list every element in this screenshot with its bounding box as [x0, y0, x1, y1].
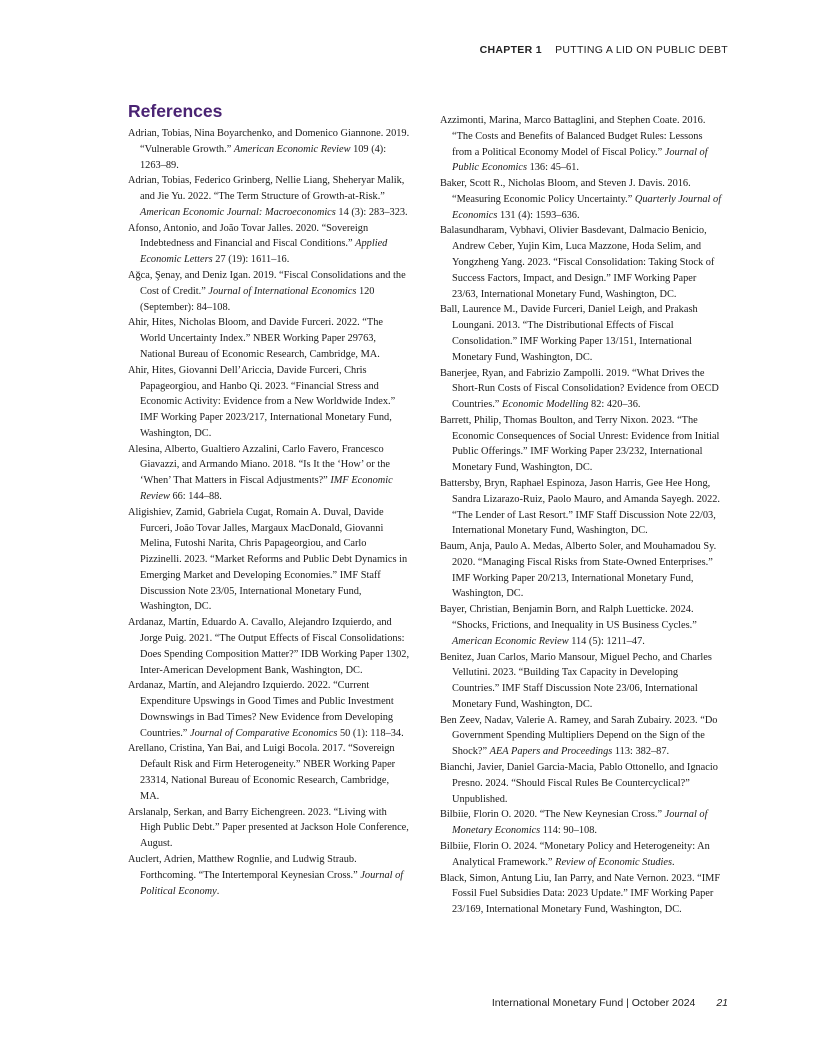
page-footer	[492, 997, 728, 1009]
running-header	[480, 44, 728, 56]
reference-entry: Ardanaz, Martín, and Alejandro Izquierdo. 2022. “Current Expenditure Upswings in Good Times and Public Investment Downswings in Bad Times? New Evidence from Developing Countries.” Journal of Comparative Economics 50 (1): 118–34.	[128, 680, 404, 739]
reference-entry: Arslanalp, Serkan, and Barry Eichengreen. 2023. “Living with High Public Debt.” Paper presented at Jackson Hole Conference, August.	[128, 806, 409, 850]
reference-entry: Arellano, Cristina, Yan Bai, and Luigi Bocola. 2017. “Sovereign Default Risk and Firm Heterogeneity.” NBER Working Paper 23314, National Bureau of Economic Research, Cambridge, MA.	[128, 743, 396, 802]
reference-entry: Ardanaz, Martín, Eduardo A. Cavallo, Alejandro Izquierdo, and Jorge Puig. 2021. “The Output Effects of Fiscal Consolidations: Does Spending Composition Matter?” IDB Working Paper 1302, Inter-American Development Bank, Washington, DC.	[128, 617, 410, 676]
reference-entry: Adrian, Tobias, Federico Grinberg, Nellie Liang, Sheheryar Malik, and Jie Yu. 2022. “The Term Structure of Growth-at-Risk.” American Economic Journal: Macroeconomics 14 (3): 283–323.	[128, 175, 408, 218]
reference-entry: Adrian, Tobias, Nina Boyarchenko, and Domenico Giannone. 2019. “Vulnerable Growth.” American Economic Review 109 (4): 1263–89.	[128, 128, 410, 171]
reference-entry: Afonso, Antonio, and João Tovar Jalles. 2020. “Sovereign Indebtedness and Financial and Fiscal Conditions.” Applied Economic Letters 27 (19): 1611–16.	[128, 222, 388, 266]
chapter-label: CHAPTER 1	[479, 44, 542, 56]
reference-entry: Ağca, Şenay, and Deniz Igan. 2019. “Fiscal Consolidations and the Cost of Credit.” Journal of International Economics 120 (September): 84–108.	[128, 270, 406, 313]
reference-entry: Alesina, Alberto, Gualtiero Azzalini, Carlo Favero, Francesco Giavazzi, and Armando Miano. 2018. “Is It the ‘How’ or the ‘When’ That Matters in Fiscal Adjustments?” IMF Economic Review 66: 144–88.	[128, 443, 393, 502]
reference-entry: Ben Zeev, Nadav, Valerie A. Ramey, and Sarah Zubairy. 2023. “Do Government Spending Multipliers Depend on the Sign of the Shock?” AEA Papers and Proceedings 113: 382–87.	[440, 714, 718, 758]
reference-entry: Aligishiev, Zamid, Gabriela Cugat, Romain A. Duval, Davide Furceri, João Tovar Jalles, Margaux MacDonald, Giovanni Melina, Futoshi Narita, Chris Papageorgiou, and Carlo Pizzinelli. 2023. “Market Reforms and Public Debt Dynamics in Emerging Market and Developing Economies.” IMF Staff Discussion Note 23/05, International Monetary Fund, Washington, DC.	[128, 506, 408, 613]
footer-publisher: International Monetary Fund | October 2024	[491, 997, 696, 1009]
reference-entry: Barrett, Philip, Thomas Boulton, and Terry Nixon. 2023. “The Economic Consequences of Social Unrest: Evidence from Initial Public Offerings.” IMF Working Paper 23/232, International Monetary Fund, Washington, DC.	[440, 414, 720, 474]
section-title: References	[128, 101, 223, 121]
reference-entry: Banerjee, Ryan, and Fabrizio Zampolli. 2019. “What Drives the Short-Run Costs of Fiscal Consolidation? Evidence from OECD Countries.” Economic Modelling 82: 420–36.	[440, 367, 719, 411]
references-left-column	[128, 126, 410, 899]
page-number: 21	[716, 997, 728, 1009]
reference-entry: Baker, Scott R., Nicholas Bloom, and Steven J. Davis. 2016. “Measuring Economic Policy Uncertainty.” Quarterly Journal of Economics 131 (4): 1593–636.	[440, 178, 722, 221]
reference-entry: Ahir, Hites, Giovanni Dell’Ariccia, Davide Furceri, Chris Papageorgiou, and Hanbo Qi. 2023. “Financial Stress and Economic Activity: Evidence from a New Worldwide Index.” IMF Working Paper 2023/217, International Monetary Fund, Washington, DC.	[128, 364, 396, 439]
reference-entry: Azzimonti, Marina, Marco Battaglini, and Stephen Coate. 2016. “The Costs and Benefits of Balanced Budget Rules: Lessons from a Political Economy Model of Fiscal Policy.” Journal of Public Economics 136: 45–61.	[440, 115, 708, 174]
reference-entry: Bilbiie, Florin O. 2024. “Monetary Policy and Heterogeneity: An Analytical Framework.” Review of Economic Studies.	[440, 840, 710, 868]
reference-entry: Bayer, Christian, Benjamin Born, and Ralph Luetticke. 2024. “Shocks, Frictions, and Inequality in US Business Cycles.” American Economic Review 114 (5): 1211–47.	[440, 604, 697, 647]
reference-entry: Ahir, Hites, Nicholas Bloom, and Davide Furceri. 2022. “The World Uncertainty Index.” NBER Working Paper 29763, National Bureau of Economic Research, Cambridge, MA.	[128, 317, 383, 360]
reference-entry: Balasundharam, Vybhavi, Olivier Basdevant, Dalmacio Benicio, Andrew Ceber, Yujin Kim, Luca Mazzone, Hoda Selim, and Yongzheng Yang. 2023. “Fiscal Consolidation: Taking Stock of Success Factors, Impact, and Design.” IMF Working Paper 23/63, International Monetary Fund, Washington, DC.	[440, 225, 715, 300]
reference-entry: Ball, Laurence M., Davide Furceri, Daniel Leigh, and Prakash Loungani. 2013. “The Distributional Effects of Fiscal Consolidation.” IMF Working Paper 13/151, International Monetary Fund, Washington, DC.	[440, 304, 698, 363]
reference-entry: Baum, Anja, Paulo A. Medas, Alberto Soler, and Mouhamadou Sy. 2020. “Managing Fiscal Risks from State-Owned Enterprises.” IMF Working Paper 20/213, International Monetary Fund, Washington, DC.	[440, 541, 717, 600]
chapter-title: PUTTING A LID ON PUBLIC DEBT	[555, 44, 728, 56]
reference-entry: Black, Simon, Antung Liu, Ian Parry, and Nate Vernon. 2023. “IMF Fossil Fuel Subsidies Data: 2023 Update.” IMF Working Paper 23/169, International Monetary Fund, Washington, DC.	[440, 872, 721, 916]
reference-entry: Battersby, Bryn, Raphael Espinoza, Jason Harris, Gee Hee Hong, Sandra Lizarazo-Ruiz, Paolo Mauro, and Amanda Sayegh. 2022. “The Lender of Last Resort.” IMF Staff Discussion Note 22/03, International Monetary Fund, Washington, DC.	[440, 477, 721, 537]
reference-entry: Auclert, Adrien, Matthew Rognlie, and Ludwig Straub. Forthcoming. “The Intertemporal Keynesian Cross.” Journal of Political Economy.	[128, 853, 404, 897]
references-right-column	[440, 113, 722, 918]
reference-entry: Bianchi, Javier, Daniel Garcia-Macia, Pablo Ottonello, and Ignacio Presno. 2024. “Should Fiscal Rules Be Countercyclical?” Unpublished.	[440, 762, 718, 805]
reference-entry: Bilbiie, Florin O. 2020. “The New Keynesian Cross.” Journal of Monetary Economics 114: 90–108.	[440, 809, 708, 837]
reference-entry: Benitez, Juan Carlos, Mario Mansour, Miguel Pecho, and Charles Vellutini. 2023. “Building Tax Capacity in Developing Countries.” IMF Staff Discussion Note 23/06, International Monetary Fund, Washington, DC.	[440, 651, 712, 710]
